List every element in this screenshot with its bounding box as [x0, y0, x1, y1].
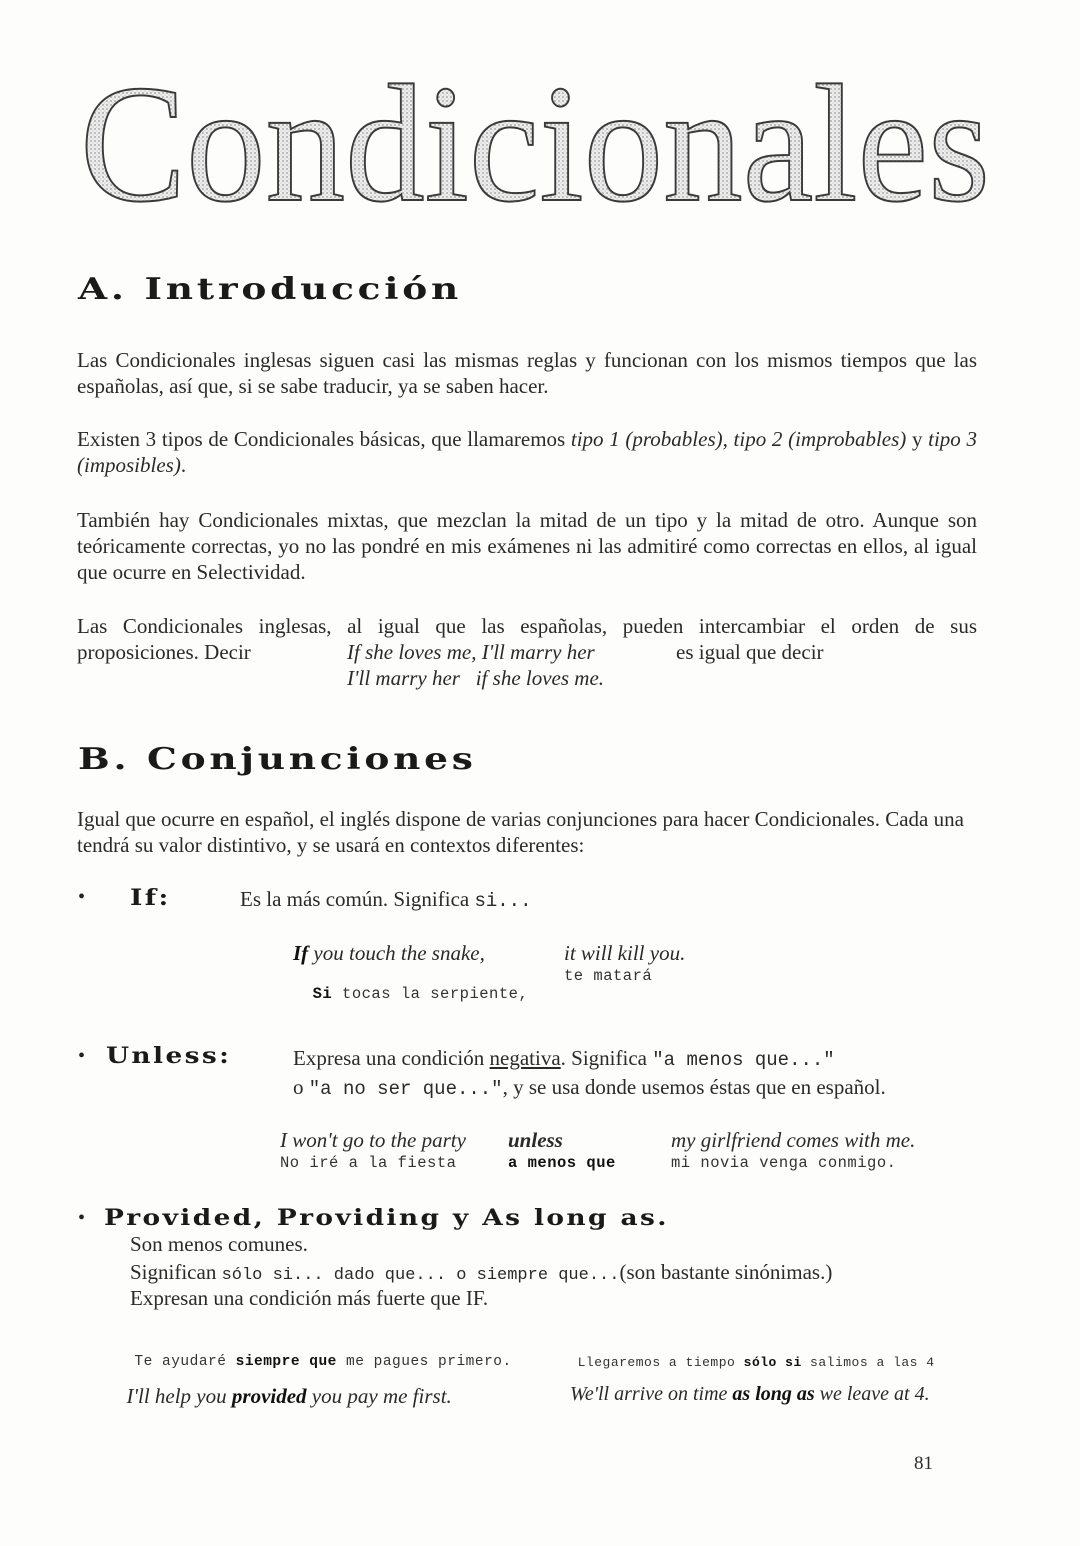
example-order-1: If she loves me, I'll marry her [347, 640, 595, 664]
conjunciones-intro: Igual que ocurre en español, el inglés dispone de varias conjunciones para hacer Condicionales. Cada una tendrá su valor distintivo, y se usará en contextos diferentes: [77, 807, 964, 857]
provided-line-2: Significan sólo si... dado que... o siempre que...(son bastante sinónimas.) [130, 1260, 833, 1285]
section-b-heading: B. Conjunciones [78, 742, 477, 777]
example-order-2: I'll marry her if she loves me. [347, 666, 605, 690]
unless-label: Unless: [106, 1043, 232, 1069]
provided-example-1-es: Te ayudaré siempre que me pagues primero. [134, 1354, 512, 1370]
unless-example-en-a: I won't go to the party [280, 1128, 466, 1152]
unless-example-es-b: a menos que [508, 1154, 616, 1172]
bullet-provided: • [78, 1207, 86, 1229]
unless-description-1: Expresa una condición negativa. Significa "a menos que..." [293, 1046, 835, 1071]
if-example-en: If you touch the snake, [293, 941, 485, 965]
section-a-heading: A. Introducción [78, 272, 463, 307]
if-example-es-result: te matará [564, 967, 653, 985]
intro-paragraph-1: Las Condicionales inglesas siguen casi las mismas reglas y funcionan con los mismos tiempos que las españolas, así que, si se sabe traducir, ya se saben hacer. [77, 348, 977, 398]
provided-example-1-en: I'll help you provided you pay me first. [126, 1384, 452, 1408]
unless-description-2: o "a no ser que...", y se usa donde usemos éstas que en español. [293, 1075, 886, 1100]
example-order-mid: es igual que decir [676, 640, 824, 664]
intro-paragraph-2: Existen 3 tipos de Condicionales básicas, que llamaremos tipo 1 (probables), tipo 2 (improbables) y tipo 3 (imposibles). [77, 427, 977, 477]
provided-line-3: Expresan una condición más fuerte que IF. [130, 1286, 489, 1310]
provided-example-2-en: We'll arrive on time as long as we leave at 4. [570, 1383, 930, 1405]
intro-paragraph-3: También hay Condicionales mixtas, que mezclan la mitad de un tipo y la mitad de otro. Aunque son teóricamente correctas, yo no las pondré en mis exámenes ni las admitiré como correctas en ellos, al igual que ocurre en Selectividad. [77, 508, 977, 584]
intro-paragraph-4-line2: proposiciones. Decir [77, 640, 251, 664]
if-description: Es la más común. Significa si... [240, 887, 532, 912]
bullet-unless: • [78, 1045, 86, 1067]
if-label: If: [130, 885, 171, 911]
unless-example-en-c: my girlfriend comes with me. [671, 1128, 916, 1152]
provided-label: Provided, Providing y As long as. [104, 1205, 669, 1231]
page-number: 81 [914, 1453, 933, 1474]
if-example-es: Si tocas la serpiente, [312, 985, 529, 1003]
unless-example-es-a: No iré a la fiesta [280, 1154, 457, 1172]
bullet-if: • [78, 886, 86, 908]
unless-example-en-b: unless [508, 1128, 563, 1152]
title-wordart [70, 40, 1010, 240]
unless-example-es-c: mi novia venga conmigo. [671, 1154, 897, 1172]
intro-paragraph-4-line1: Las Condicionales inglesas, al igual que las españolas, pueden intercambiar el orden de sus [77, 614, 977, 638]
title-text: Condicionales [80, 51, 990, 237]
if-example-en-result: it will kill you. [564, 941, 686, 965]
provided-line-1: Son menos comunes. [130, 1232, 308, 1256]
provided-example-2-es: Llegaremos a tiempo sólo si salimos a las 4 [577, 1355, 935, 1370]
